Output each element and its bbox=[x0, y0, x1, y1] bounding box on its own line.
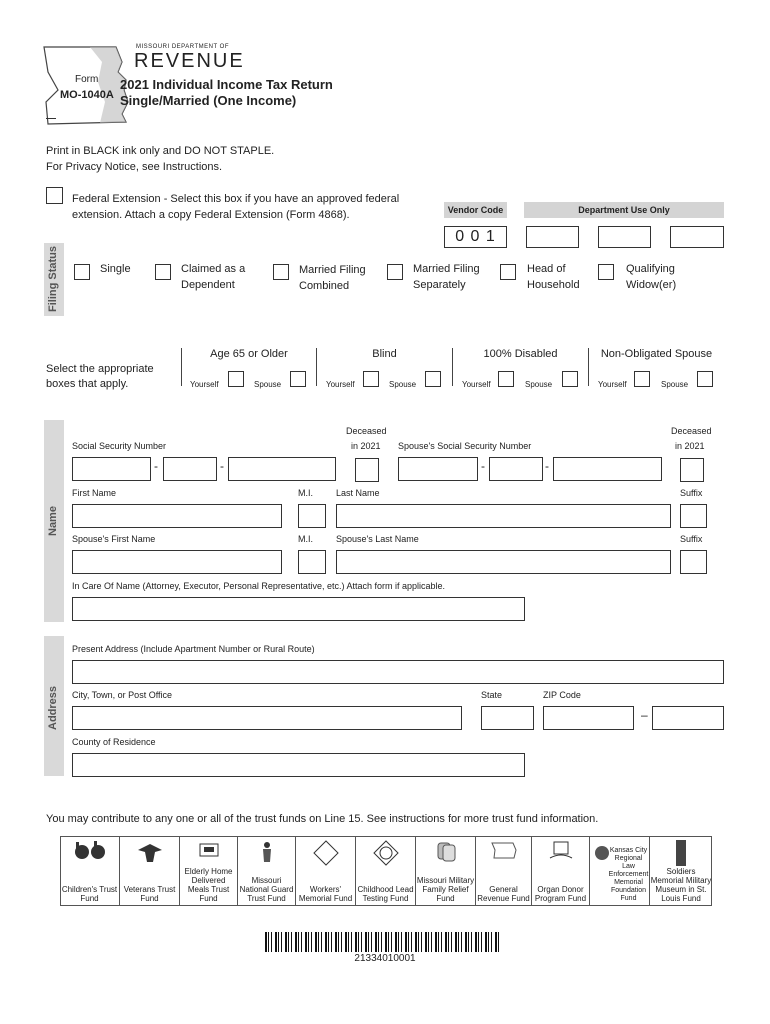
age65-group-label: Age 65 or Older bbox=[210, 348, 288, 360]
filing-mfs-label-2: Separately bbox=[413, 279, 466, 291]
mi-field[interactable] bbox=[298, 504, 326, 528]
spouse-ssn-part2-field[interactable] bbox=[489, 457, 543, 481]
spouse-deceased-checkbox[interactable] bbox=[680, 458, 704, 482]
age65-yourself-checkbox[interactable] bbox=[228, 371, 244, 387]
city-label: City, Town, or Post Office bbox=[72, 690, 173, 700]
present-address-field[interactable] bbox=[72, 660, 724, 684]
dept-use-box-1 bbox=[526, 226, 579, 248]
vendor-code-field bbox=[444, 226, 507, 248]
form-number: MO-1040A bbox=[60, 89, 114, 101]
select-boxes-label-1: Select the appropriate bbox=[46, 363, 154, 375]
fund-name: Organ Donor Program Fund bbox=[534, 885, 587, 903]
filing-hoh-checkbox[interactable] bbox=[500, 264, 516, 280]
filing-mfs-checkbox[interactable] bbox=[387, 264, 403, 280]
ssn-label: Social Security Number bbox=[72, 441, 167, 451]
nonob-spouse-checkbox[interactable] bbox=[697, 371, 713, 387]
workers-sign-icon bbox=[313, 840, 339, 866]
barcode bbox=[265, 932, 505, 952]
filing-hoh-label-1: Head of bbox=[527, 263, 566, 275]
ssn-part3-field[interactable] bbox=[228, 457, 336, 481]
fund-name: Veterans Trust Fund bbox=[123, 885, 176, 903]
spouse-in2021-label: in 2021 bbox=[675, 441, 705, 451]
form-subtitle: Single/Married (One Income) bbox=[120, 93, 297, 108]
spouse-ssn-label: Spouse's Social Security Number bbox=[398, 441, 532, 451]
care-of-field[interactable] bbox=[72, 597, 525, 621]
disabled-yourself-checkbox[interactable] bbox=[498, 371, 514, 387]
blind-yourself-checkbox[interactable] bbox=[363, 371, 379, 387]
spouse-first-name-field[interactable] bbox=[72, 550, 282, 574]
filing-mfc-label-2: Combined bbox=[299, 280, 350, 292]
deceased-label: Deceased bbox=[346, 426, 387, 436]
age65-yourself-label: Yourself bbox=[190, 380, 219, 389]
spouse-suffix-field[interactable] bbox=[680, 550, 707, 574]
spouse-first-name-label: Spouse's First Name bbox=[72, 534, 156, 544]
fund-name: Children's Trust Fund bbox=[61, 885, 118, 903]
select-boxes-label-2: boxes that apply. bbox=[46, 378, 129, 390]
filing-widow-checkbox[interactable] bbox=[598, 264, 614, 280]
trust-fund-cell bbox=[120, 836, 180, 906]
federal-extension-checkbox[interactable] bbox=[46, 187, 63, 204]
blind-spouse-checkbox[interactable] bbox=[425, 371, 441, 387]
deceased-checkbox[interactable] bbox=[355, 458, 379, 482]
age65-spouse-checkbox[interactable] bbox=[290, 371, 306, 387]
filing-single-checkbox[interactable] bbox=[74, 264, 90, 280]
instruction-ink: Print in BLACK ink only and DO NOT STAPLE. bbox=[46, 145, 275, 157]
zip-extension-field[interactable] bbox=[652, 706, 724, 730]
filing-dependent-checkbox[interactable] bbox=[155, 264, 171, 280]
ssn-dash: - bbox=[481, 459, 485, 473]
lead-sign-icon bbox=[373, 840, 399, 866]
missouri-map-icon bbox=[489, 840, 519, 860]
monument-icon bbox=[674, 840, 688, 866]
trust-fund-cell bbox=[356, 836, 416, 906]
fund-name: General Revenue Fund bbox=[477, 885, 530, 903]
nonob-yourself-label: Yourself bbox=[598, 380, 627, 389]
zip-dash: – bbox=[641, 708, 648, 722]
handprints-icon bbox=[70, 840, 110, 864]
filing-hoh-label-2: Household bbox=[527, 279, 580, 291]
trust-fund-cell bbox=[590, 836, 650, 906]
dept-use-label: Department Use Only bbox=[578, 205, 670, 215]
trust-fund-cell bbox=[60, 836, 120, 906]
trust-fund-intro: You may contribute to any one or all of the trust funds on Line 15. See instructions for more trust fund information. bbox=[46, 813, 599, 825]
fund-name: Childhood Lead Testing Fund bbox=[357, 885, 414, 903]
filing-mfc-checkbox[interactable] bbox=[273, 264, 289, 280]
zip-field[interactable] bbox=[543, 706, 634, 730]
meals-icon bbox=[194, 840, 224, 858]
ssn-dash: - bbox=[220, 459, 224, 473]
address-side-label: Address bbox=[47, 685, 59, 730]
disabled-yourself-label: Yourself bbox=[462, 380, 491, 389]
state-label: State bbox=[481, 690, 503, 700]
header-rule bbox=[46, 118, 56, 119]
fund-name: Missouri National Guard Trust Fund bbox=[239, 876, 294, 903]
fund-name: Missouri Military Family Relief Fund bbox=[416, 876, 475, 903]
agency-label: MISSOURI DEPARTMENT OF bbox=[136, 44, 230, 50]
vendor-code-header bbox=[444, 202, 507, 218]
nonob-yourself-checkbox[interactable] bbox=[634, 371, 650, 387]
present-address-label: Present Address (Include Apartment Number or Rural Route) bbox=[72, 644, 315, 654]
spouse-mi-field[interactable] bbox=[298, 550, 326, 574]
spouse-mi-label: M.I. bbox=[298, 534, 313, 544]
non-obligated-group-label: Non-Obligated Spouse bbox=[600, 348, 713, 360]
disabled-group-label: 100% Disabled bbox=[483, 348, 558, 360]
spouse-last-name-field[interactable] bbox=[336, 550, 671, 574]
spouse-last-name-label: Spouse's Last Name bbox=[336, 534, 419, 544]
dogtags-icon bbox=[433, 840, 459, 862]
county-label: County of Residence bbox=[72, 737, 156, 747]
suffix-field[interactable] bbox=[680, 504, 707, 528]
extension-text-line2: extension. Attach a copy Federal Extension (Form 4868). bbox=[72, 209, 350, 221]
trust-fund-cell bbox=[180, 836, 238, 906]
first-name-label: First Name bbox=[72, 488, 117, 498]
ssn-dash: - bbox=[545, 459, 549, 473]
spouse-ssn-part1-field[interactable] bbox=[398, 457, 478, 481]
fund-name: Workers' Memorial Fund bbox=[298, 885, 353, 903]
dept-use-header bbox=[524, 202, 724, 218]
nonob-spouse-label: Spouse bbox=[661, 380, 689, 389]
mi-label: M.I. bbox=[298, 488, 313, 498]
blind-spouse-label: Spouse bbox=[389, 380, 417, 389]
filing-widow-label-2: Widow(er) bbox=[626, 279, 677, 291]
blind-yourself-label: Yourself bbox=[326, 380, 355, 389]
fund-name: Kansas City Regional Law Enforcement Memorial Foundation Fund bbox=[608, 847, 649, 902]
filing-mfs-label-1: Married Filing bbox=[413, 263, 480, 275]
last-name-label: Last Name bbox=[336, 488, 380, 498]
blind-group-label: Blind bbox=[372, 348, 397, 360]
trust-fund-cell bbox=[650, 836, 712, 906]
ssn-dash: - bbox=[154, 459, 158, 473]
barcode-number: 21334010001 bbox=[354, 953, 416, 964]
trust-fund-cell bbox=[476, 836, 532, 906]
extension-text-line1: Federal Extension - Select this box if you have an approved federal bbox=[72, 193, 400, 205]
spouse-ssn-part3-field[interactable] bbox=[553, 457, 662, 481]
fund-name: Soldiers Memorial Military Museum in St. Louis Fund bbox=[650, 867, 712, 903]
last-name-field[interactable] bbox=[336, 504, 671, 528]
state-field[interactable] bbox=[481, 706, 534, 730]
suffix-label: Suffix bbox=[680, 488, 703, 498]
in2021-label: in 2021 bbox=[351, 441, 381, 451]
disabled-spouse-label: Spouse bbox=[525, 380, 553, 389]
trust-fund-cell bbox=[532, 836, 590, 906]
filing-single-label: Single bbox=[100, 263, 131, 275]
vendor-code-value: 0 0 1 bbox=[455, 228, 496, 245]
ssn-part1-field[interactable] bbox=[72, 457, 151, 481]
filing-status-side-label: Filing Status bbox=[47, 246, 59, 312]
dept-use-box-2 bbox=[598, 226, 651, 248]
dept-use-box-3 bbox=[670, 226, 724, 248]
vendor-code-label: Vendor Code bbox=[447, 205, 504, 215]
zip-label: ZIP Code bbox=[543, 690, 581, 700]
filing-dependent-label-2: Dependent bbox=[181, 279, 235, 291]
spouse-deceased-label: Deceased bbox=[671, 426, 712, 436]
county-field[interactable] bbox=[72, 753, 525, 777]
trust-fund-cell bbox=[416, 836, 476, 906]
age65-spouse-label: Spouse bbox=[254, 380, 282, 389]
fund-name: Elderly Home Delivered Meals Trust Fund bbox=[184, 867, 233, 903]
eagle-icon bbox=[135, 840, 165, 864]
care-of-label: In Care Of Name (Attorney, Executor, Personal Representative, etc.) Attach form if applicable. bbox=[72, 581, 446, 591]
revenue-logo: REVENUE bbox=[134, 50, 245, 72]
spouse-suffix-label: Suffix bbox=[680, 534, 703, 544]
form-title: 2021 Individual Income Tax Return bbox=[120, 77, 333, 92]
minuteman-icon bbox=[255, 840, 279, 864]
name-side-label: Name bbox=[47, 506, 59, 536]
filing-mfc-label-1: Married Filing bbox=[299, 264, 366, 276]
instruction-privacy: For Privacy Notice, see Instructions. bbox=[46, 161, 223, 173]
share-life-icon bbox=[546, 840, 576, 862]
filing-dependent-label-1: Claimed as a bbox=[181, 263, 246, 275]
disabled-spouse-checkbox[interactable] bbox=[562, 371, 578, 387]
ssn-part2-field[interactable] bbox=[163, 457, 217, 481]
trust-fund-cell bbox=[296, 836, 356, 906]
form-word: Form bbox=[75, 74, 99, 85]
city-field[interactable] bbox=[72, 706, 462, 730]
filing-widow-label-1: Qualifying bbox=[626, 263, 675, 275]
first-name-field[interactable] bbox=[72, 504, 282, 528]
trust-fund-cell bbox=[238, 836, 296, 906]
